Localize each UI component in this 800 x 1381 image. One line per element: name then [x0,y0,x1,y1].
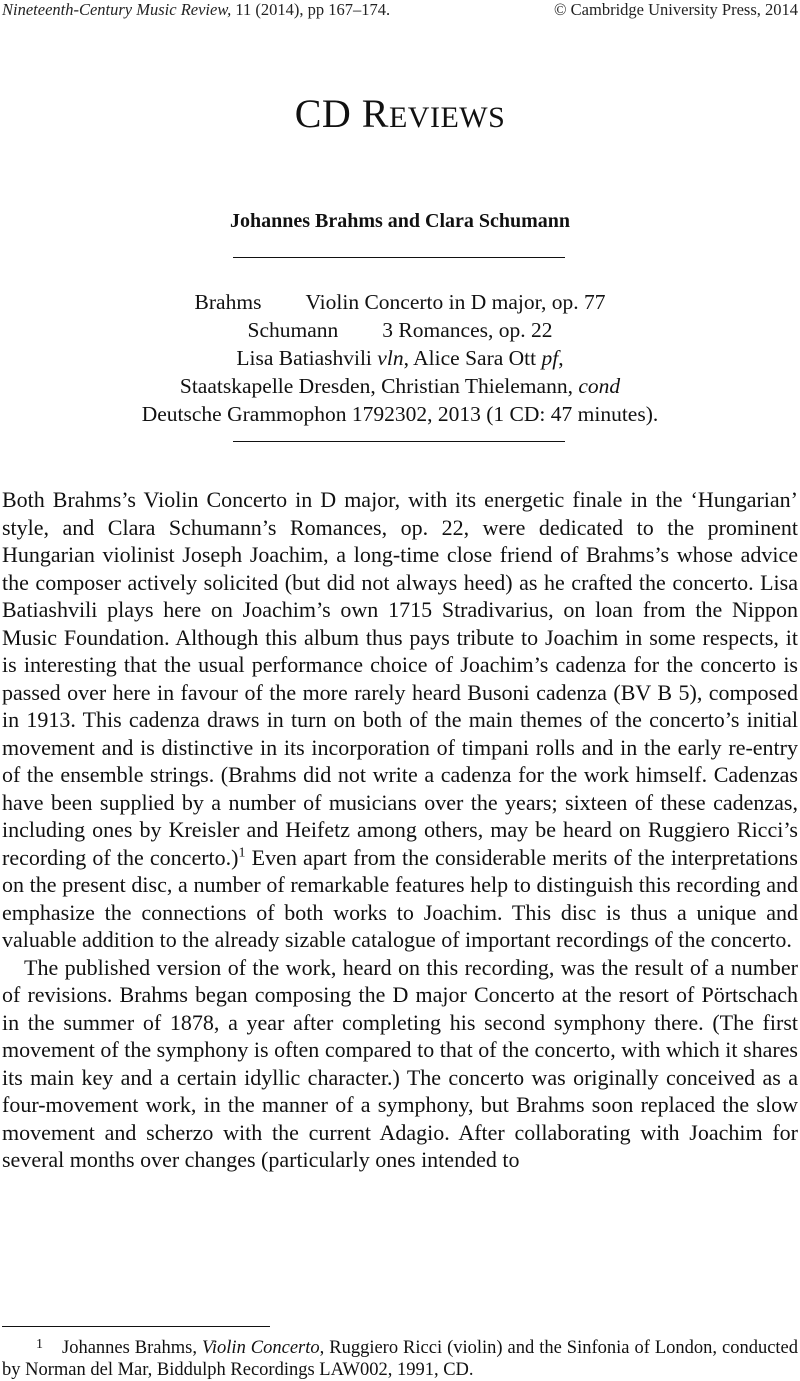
performer-piano: , Alice Sara Ott [403,346,537,370]
performers-line-1 [0,344,800,372]
composer-2: Schumann [247,318,339,342]
divider-top [233,257,565,258]
footnote-number: 1 [36,1337,43,1352]
role-pf: pf [541,346,559,370]
divider-bottom [233,441,565,442]
section-title [0,90,800,137]
copyright-notice: © Cambridge University Press, 2014 [554,0,798,19]
paragraph-2: The published version of the work, heard on this recording, was the result of a number of revisions. Brahms began composing the D major Concerto at the resort of Pörtschach in the summer of 1878, a year after completing his second symphony there. (The first movement of the symphony is often compared to that of the concerto, with which it shares its main key and a certain idyllic character.) The concerto was originally conceived as a four-movement work, in the manner of a symphony, but Brahms soon replaced the slow movement and scherzo with the current Adagio. After collaborating with Joachim for several months over changes (particularly ones intended to [2,954,798,1172]
label-line: Deutsche Grammophon 1792302, 2013 (1 CD: 47 minutes). [141,402,659,426]
footnote-ref[interactable]: 1 [238,845,246,861]
orchestra-conductor: Staatskapelle Dresden, Christian Thielemann, [179,374,573,398]
paragraph-1-text: Both Brahms’s Violin Concerto in D major, with its energetic finale in the ‘Hungarian’ style, and Clara Schumann’s Romances, op. 22, were dedicated to the prominent Hungarian violinist Joseph Joachim, a long-time close friend of Brahms’s whose advice the composer actively solicited (but did not always heed) as he crafted the concerto. Lisa Batiashvili plays here on Joachim’s own 1715 Stradivarius, on loan from the Nippon Music Foundation. Although this album thus pays tribute to Joachim in some respects, it is interesting that the usual performance choice of Joachim’s cadenza for the concerto is passed over here in favour of the more rarely heard Busoni cadenza (BV B 5), composed in 1913. This cadenza draws in turn on both of the main themes of the concerto’s initial movement and is distinctive in its incorporation of timpani rolls and in the early re-entry of the ensemble strings. (Brahms did not write a cadenza for the work himself. Cadenzas have been supplied by a number of musicians over the years; sixteen of these cadenzas, including ones by Kreisler and Heifetz among others, may be heard on Ruggiero Ricci’s recording of the concerto.) [2,487,798,870]
running-header [2,0,798,22]
work-2: 3 Romances, op. 22 [382,318,553,342]
title-initial: CD R [294,91,389,136]
footnote-work-title: Violin Concerto [201,1338,320,1358]
work-1: Violin Concerto in D major, op. 77 [305,290,606,314]
review-body [2,486,798,1174]
footnote-text-b: , Ruggiero Ricci (violin) and the Sinfonia of London, conducted by Norman del Mar, Biddulph Recordings LAW002, 1991, CD. [2,1338,799,1380]
footnote-text-a: Johannes Brahms, [62,1338,197,1358]
title-rest: EVIEWS [388,101,506,134]
work-line-2 [0,316,800,344]
composer-1: Brahms [194,290,262,314]
review-subtitle: Johannes Brahms and Clara Schumann [229,210,571,232]
paragraph-1 [2,486,798,954]
performer-violin: Lisa Batiashvili [236,346,372,370]
comma: , [558,346,564,370]
performers-line-2 [0,372,800,400]
footnote-divider [2,1326,270,1327]
role-cond: cond [578,374,621,398]
footnote [2,1334,798,1381]
work-line-1 [0,288,800,316]
volume-pages: 11 (2014), pp 167–174. [235,0,391,19]
paragraph-1-end: Even apart from the considerable merits of the interpretations on the present disc, a number of remarkable features help to distinguish this recording and emphasize the connections of both works to Joachim. This disc is thus a unique and valuable addition to the already sizable catalogue of important recordings of the concerto. [2,844,798,952]
journal-name: Nineteenth-Century Music Review, [2,0,232,19]
recording-details [0,288,800,428]
role-vln: vln [377,346,404,370]
journal-citation [2,0,390,20]
